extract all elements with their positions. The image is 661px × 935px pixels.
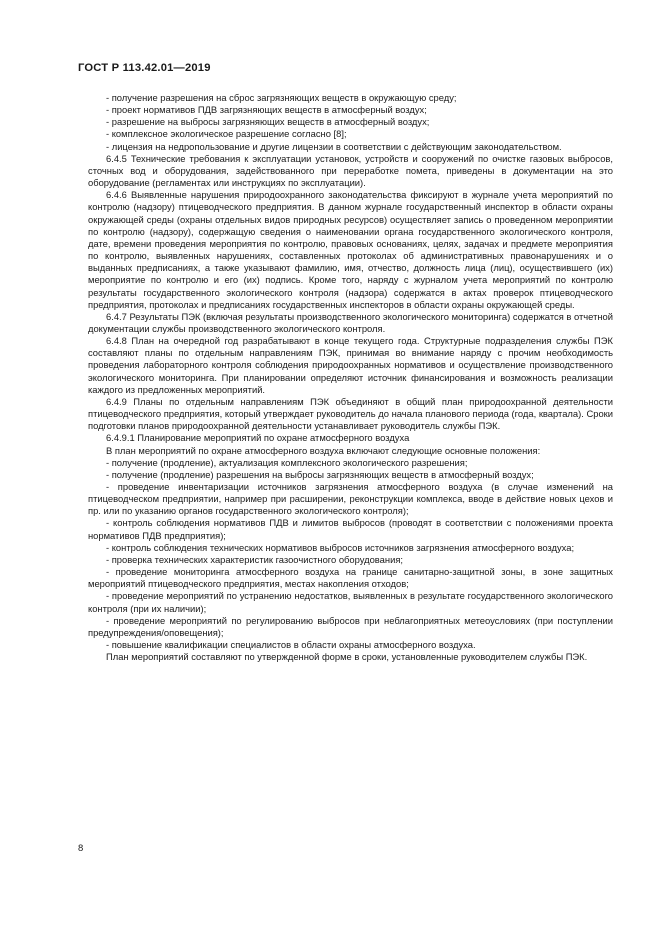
list-item: - комплексное экологическое разрешение согласно [8]; bbox=[106, 128, 347, 140]
list-item: - повышение квалификации специалистов в области охраны атмосферного воздуха. bbox=[106, 639, 476, 651]
section-heading-6-4-9-1: 6.4.9.1 Планирование мероприятий по охране атмосферного воздуха bbox=[106, 432, 410, 444]
list-item: - контроль соблюдения нормативов ПДВ и лимитов выбросов (проводят в соответствии с положениями проекта нормативов ПДВ предприятия); bbox=[88, 517, 613, 541]
list-item: - получение (продление), актуализация комплексного экологического разрешения; bbox=[106, 456, 468, 468]
list-item: - проведение мониторинга атмосферного воздуха на границе санитарно-защитной зоны, в зоне защитных мероприятий птицеводческого предприятия, местах накопления отходов; bbox=[88, 566, 613, 590]
list-item: - проведение инвентаризации источников загрязнения атмосферного воздуха (в случае изменений на птицеводческом предприятии, например при расширении, реконструкции комплекса, вводе в действие новых цехов и пр. или по указанию органов государственного экологического контроля); bbox=[88, 481, 613, 517]
paragraph-intro: В план мероприятий по охране атмосферного воздуха включают следующие основные положения: bbox=[106, 444, 541, 456]
list-item: - проведение мероприятий по устранению недостатков, выявленных в результате государственного экологического контроля (при их наличии); bbox=[88, 590, 613, 614]
list-item: - получение (продление) разрешения на выбросы загрязняющих веществ в атмосферный воздух; bbox=[106, 468, 534, 480]
list-item: - проведение мероприятий по регулированию выбросов при неблагоприятных метеоусловиях (при поступлении предупреждения/оповещения); bbox=[88, 614, 613, 638]
list-item: - лицензия на недропользование и другие лицензии в соответствии с действующим законодательством. bbox=[106, 140, 562, 152]
paragraph-6-4-6: 6.4.6 Выявленные нарушения природоохранного законодательства фиксируют в журнале учета мероприятий по контролю (надзору) птицеводческого предприятия. В данном журнале государственный инспектор в области охраны окружающей среды (охраны отдельных видов природных ресурсов) осуществляет запись о проведенном мероприятии по контролю (надзору), содержащую сведения о наименовании органа государственного экологического контроля, дате, времени проведения мероприятия по контролю, правовых основаниях, целях, задачах и предмете мероприятия по контролю, выявленных нарушениях, составленных протоколах об административных правонарушениях и о выданных предписаниях, а также указывают фамилию, имя, отчество, должность лица (лиц), осуществившего (их) мероприятие по контролю и его (их) подпись. Кроме того, наряду с журналом учета мероприятий по контролю результаты государственного экологического контроля (надзора) содержатся в актах проверок птицеводческого предприятия, протоколах и предписаниях государственных инспекторов в области охраны окружающей среды. bbox=[88, 189, 613, 310]
list-item: - получение разрешения на сброс загрязняющих веществ в окружающую среду; bbox=[106, 92, 457, 103]
paragraph-closing: План мероприятий составляют по утвержденной форме в сроки, установленные руководителем службы ПЭК. bbox=[106, 651, 588, 663]
paragraph-6-4-5: 6.4.5 Технические требования к эксплуатации установок, устройств и сооружений по очистке газовых выбросов, сточных вод и оборудования, задействованного при переработке помета, приведены в документации на это оборудование (регламентах или инструкциях по эксплуатации). bbox=[88, 152, 613, 189]
body-text bbox=[88, 92, 613, 663]
document-header: ГОСТ Р 113.42.01—2019 bbox=[78, 62, 211, 74]
list-item: - проект нормативов ПДВ загрязняющих веществ в атмосферный воздух; bbox=[106, 104, 427, 116]
list-item: - проверка технических характеристик газоочистного оборудования; bbox=[106, 553, 403, 565]
page-number: 8 bbox=[78, 843, 84, 854]
paragraph-6-4-7: 6.4.7 Результаты ПЭК (включая результаты производственного экологического мониторинга) содержатся в отчетной документации службы производственного экологического контроля. bbox=[88, 310, 613, 334]
paragraph-6-4-9: 6.4.9 Планы по отдельным направлениям ПЭК объединяют в общий план природоохранной деятельности птицеводческого предприятия, который утверждает руководитель до начала планового периода (года, квартала). Сроки подготовки планов природоохранной деятельности устанавливает руководитель службы ПЭК. bbox=[88, 395, 613, 432]
list-item: - контроль соблюдения технических нормативов выбросов источников загрязнения атмосферного воздуха; bbox=[106, 541, 575, 553]
list-item: - разрешение на выбросы загрязняющих веществ в атмосферный воздух; bbox=[106, 116, 430, 128]
paragraph-6-4-8: 6.4.8 План на очередной год разрабатывают в конце текущего года. Структурные подразделения службы ПЭК составляют планы по отдельным направлениям ПЭК, принимая во внимание наряду с прочим необходимость проведения лабораторного контроля соблюдения природоохранных нормативов и осуществление производственного экологического мониторинга. При планировании определяют источник финансирования и возможность реализации каждого из предложенных мероприятий. bbox=[88, 335, 613, 395]
